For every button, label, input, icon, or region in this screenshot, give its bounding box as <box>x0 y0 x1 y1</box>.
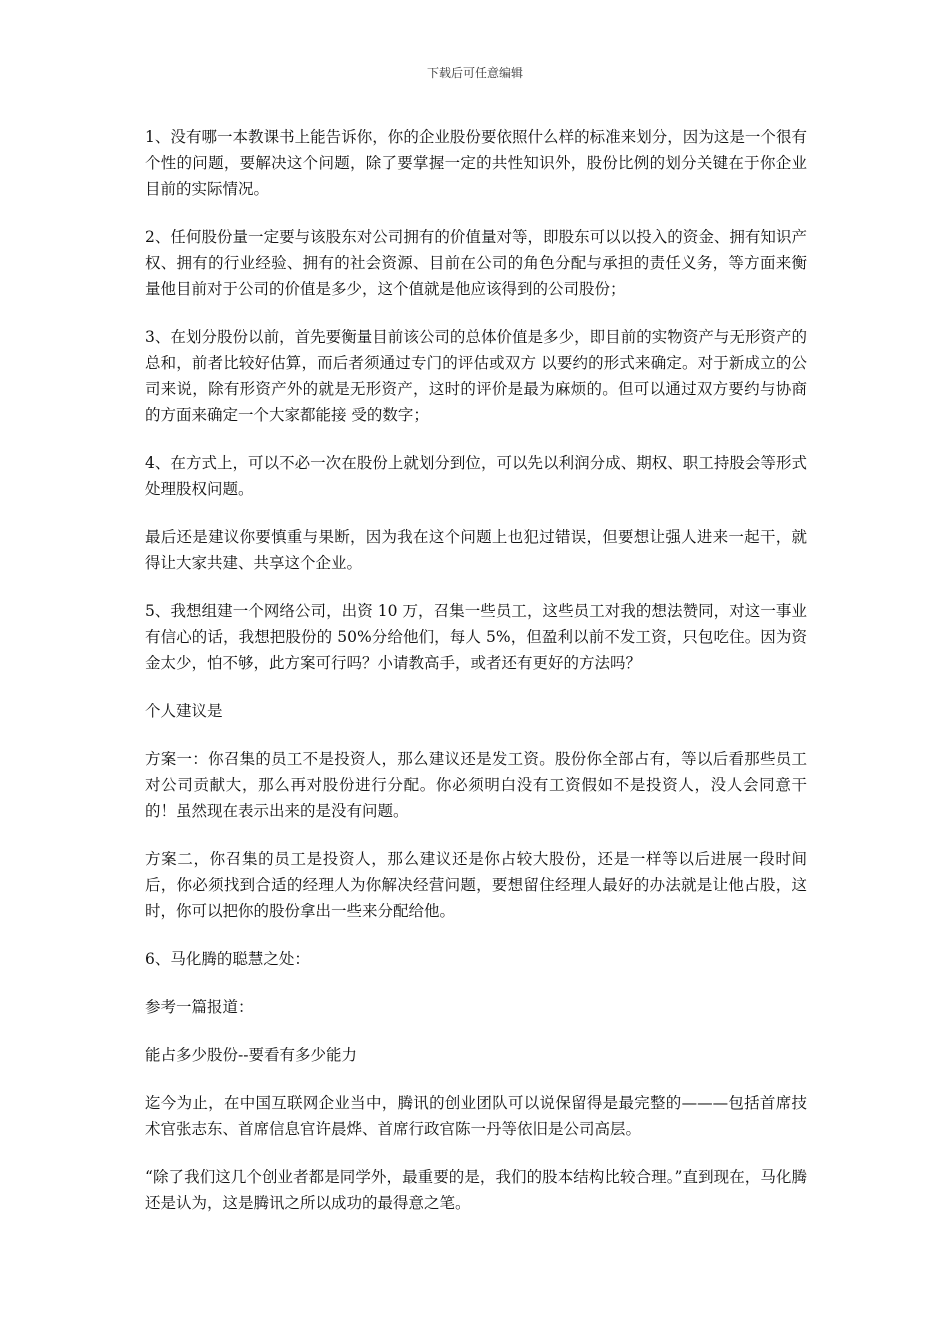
paragraph-plan-two: 方案二，你召集的员工是投资人，那么建议还是你占较大股份，还是一样等以后进展一段时间后，你必须找到合适的经理人为你解决经营问题，要想留住经理人最好的办法就是让他占股，这时，你可以把你的股份拿出一些来分配给他。 <box>145 850 807 920</box>
paragraph-tencent-team: 迄今为止，在中国互联网企业当中，腾讯的创业团队可以说保留得是最完整的———包括首席技术官张志东、首席信息官许晨烨、首席行政官陈一丹等依旧是公司高层。 <box>145 1094 807 1138</box>
paragraph-subheading: 能占多少股份--要看有多少能力 <box>145 1046 357 1064</box>
paragraph-quote: “除了我们这几个创业者都是同学外，最重要的是，我们的股本结构比较合理。”直到现在，马化腾还是认为，这是腾讯之所以成功的最得意之笔。 <box>145 1168 807 1212</box>
page-header: 下载后可任意编辑 <box>426 66 523 80</box>
paragraph-2: 2、任何股份量一定要与该股东对公司拥有的价值量对等，即股东可以以投入的资金、拥有知识产权、拥有的行业经验、拥有的社会资源、目前在公司的角色分配与承担的责任义务，等方面来衡量他目前对于公司的价值是多少，这个值就是他应该得到的公司股份； <box>145 228 807 298</box>
paragraph-5: 5、我想组建一个网络公司，出资 10 万，召集一些员工，这些员工对我的想法赞同，对这一事业有信心的话，我想把股份的 50%分给他们，每人 5%，但盈利以前不发工资，只包吃住。因为资金太少，怕不够，此方案可行吗？小请教高手，或者还有更好的方法吗？ <box>145 602 807 672</box>
paragraph-personal-advice: 个人建议是 <box>145 702 223 720</box>
paragraph-1: 1、没有哪一本教课书上能告诉你，你的企业股份要依照什么样的标准来划分，因为这是一个很有个性的问题，要解决这个问题，除了要掌握一定的共性知识外，股份比例的划分关键在于你企业目前的实际情况。 <box>145 128 807 198</box>
paragraph-conclusion: 最后还是建议你要慎重与果断，因为我在这个问题上也犯过错误，但要想让强人进来一起干，就得让大家共建、共享这个企业。 <box>145 528 807 572</box>
paragraph-plan-one: 方案一：你召集的员工不是投资人，那么建议还是发工资。股份你全部占有，等以后看那些员工对公司贡献大，那么再对股份进行分配。你必须明白没有工资假如不是投资人，没人会同意干的！虽然现在表示出来的是没有问题。 <box>145 750 807 820</box>
paragraph-4: 4、在方式上，可以不必一次在股份上就划分到位，可以先以利润分成、期权、职工持股会等形式处理股权问题。 <box>145 454 807 498</box>
document-body <box>145 124 807 1238</box>
paragraph-6: 6、马化腾的聪慧之处： <box>145 950 310 968</box>
paragraph-reference: 参考一篇报道： <box>145 998 254 1016</box>
paragraph-3: 3、在划分股份以前，首先要衡量目前该公司的总体价值是多少，即目前的实物资产与无形资产的总和，前者比较好估算，而后者须通过专门的评估或双方 以要约的形式来确定。对于新成立的公司来说，除有形资产外的就是无形资产，这时的评价是最为麻烦的。但可以通过双方要约与协商的方面来确定一个大家都能接 受的数字； <box>145 328 807 424</box>
